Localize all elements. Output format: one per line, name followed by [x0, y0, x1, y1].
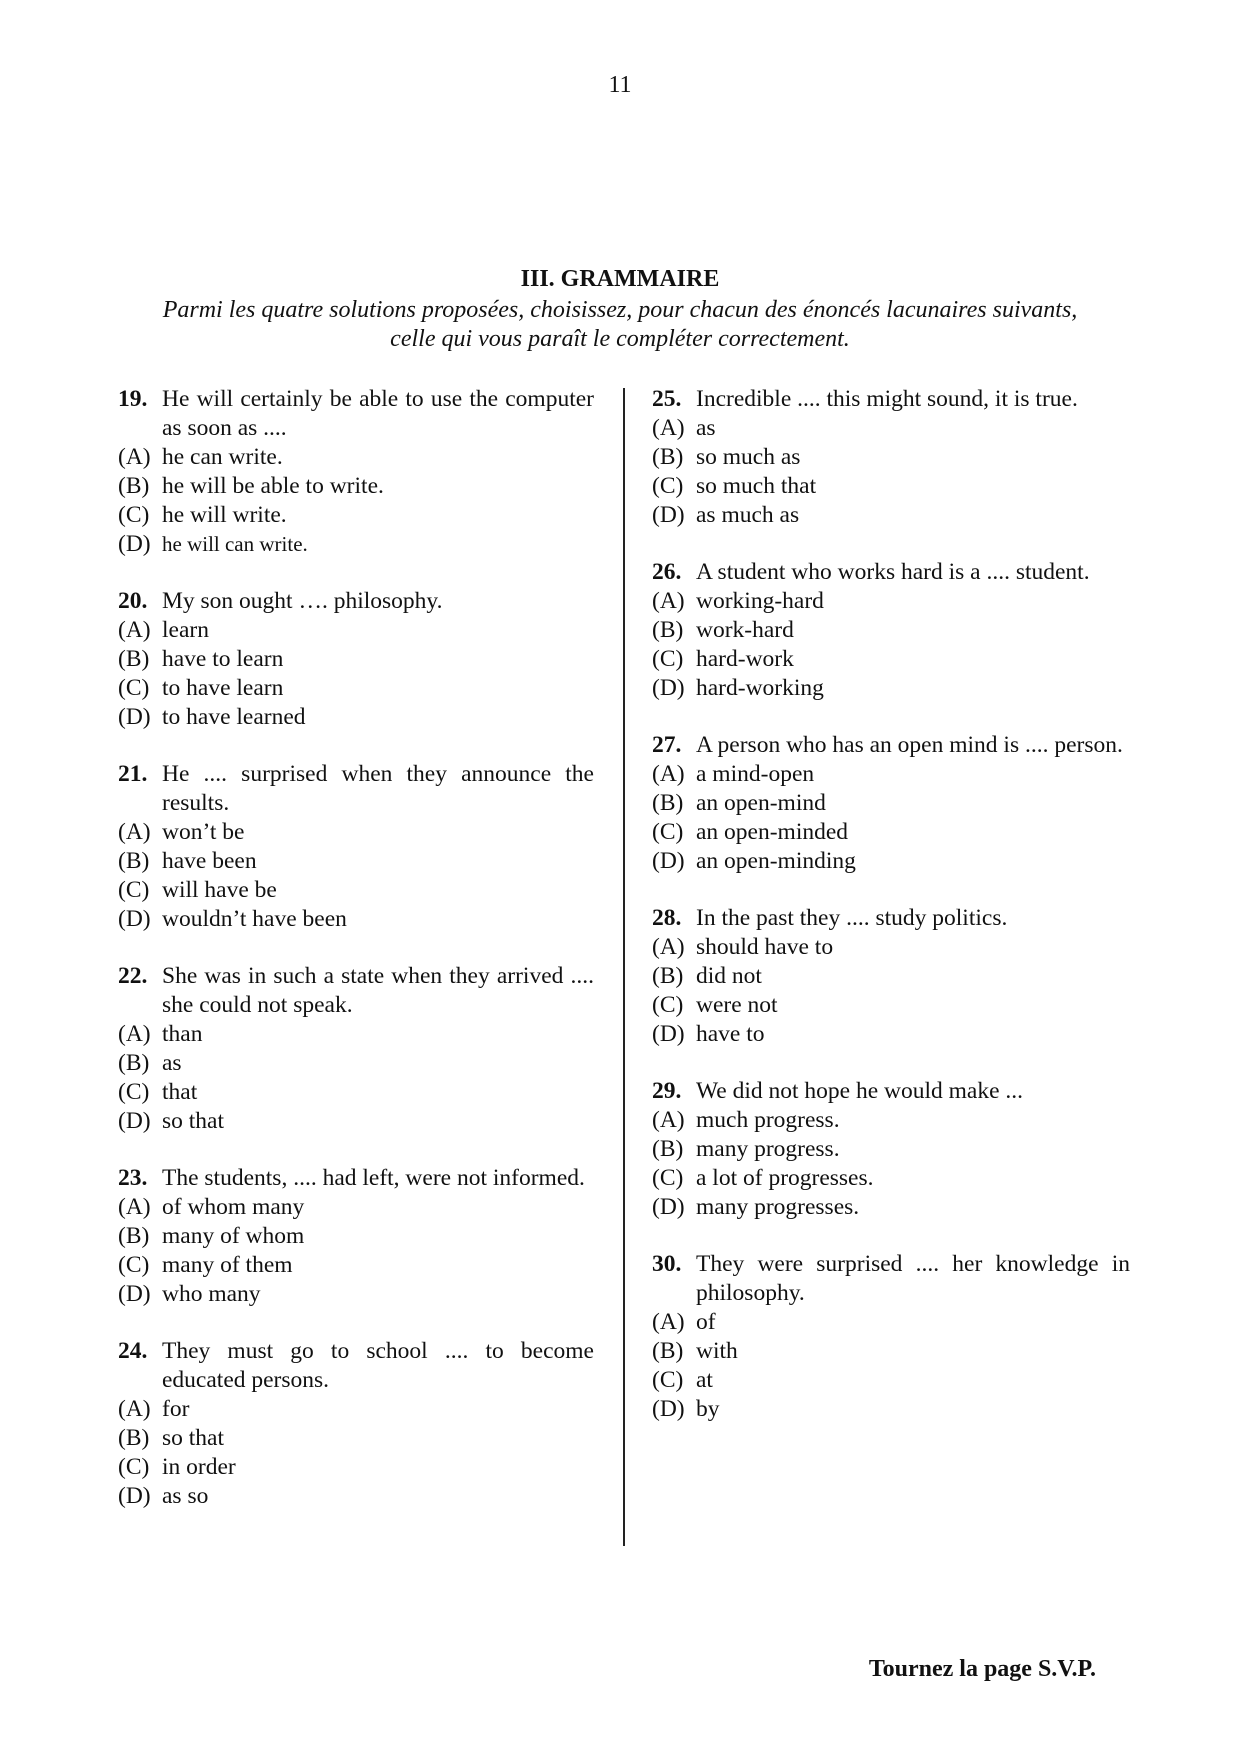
- question-27: [652, 731, 1130, 876]
- question-stem: [118, 760, 594, 818]
- option-text: wouldn’t have been: [162, 906, 347, 932]
- question-stem: [118, 962, 594, 1020]
- question-number: 27.: [652, 732, 682, 758]
- question-stem: [118, 1337, 594, 1395]
- option-text: many of them: [162, 1252, 293, 1278]
- option-label: (C): [652, 473, 684, 499]
- option-label: (A): [652, 1309, 685, 1335]
- column-divider: [623, 388, 625, 1546]
- option-c[interactable]: [118, 1251, 594, 1280]
- option-d[interactable]: [118, 1107, 594, 1136]
- question-26: [652, 558, 1130, 703]
- option-text: have to: [696, 1021, 765, 1047]
- option-c[interactable]: [118, 501, 594, 530]
- section-title: III. GRAMMAIRE: [520, 266, 720, 292]
- option-text: so much as: [696, 444, 801, 470]
- option-label: (B): [118, 1050, 150, 1076]
- instructions-line-1: Parmi les quatre solutions proposées, choisissez, pour chacun des énoncés lacunaires suivants,: [162, 297, 1078, 323]
- option-label: (D): [652, 848, 685, 874]
- option-text: of: [696, 1309, 716, 1335]
- question-text: A student who works hard is a .... student.: [696, 559, 1090, 585]
- question-stem: [118, 587, 594, 616]
- option-text: he can write.: [162, 444, 283, 470]
- option-label: (C): [652, 819, 684, 845]
- option-d[interactable]: [652, 1193, 1130, 1222]
- option-text: as: [162, 1050, 182, 1076]
- option-text: have to learn: [162, 646, 284, 672]
- option-label: (D): [652, 1021, 685, 1047]
- option-label: (A): [652, 934, 685, 960]
- option-b[interactable]: [652, 789, 1130, 818]
- option-text: learn: [162, 617, 209, 643]
- question-number: 19.: [118, 386, 148, 412]
- option-label: (B): [652, 1338, 684, 1364]
- option-a[interactable]: [118, 1020, 594, 1049]
- question-text: We did not hope he would make ...: [696, 1078, 1024, 1104]
- option-b[interactable]: [118, 645, 594, 674]
- question-22: [118, 962, 594, 1136]
- option-label: (A): [652, 415, 685, 441]
- question-number: 22.: [118, 963, 148, 989]
- option-label: (B): [652, 963, 684, 989]
- option-label: (A): [118, 617, 151, 643]
- option-label: (B): [118, 473, 150, 499]
- question-stem: [652, 1077, 1130, 1106]
- option-label: (D): [118, 1281, 151, 1307]
- option-label: (A): [118, 819, 151, 845]
- question-text: My son ought …. philosophy.: [162, 588, 443, 614]
- option-text: with: [696, 1338, 738, 1364]
- option-text: so that: [162, 1425, 225, 1451]
- option-text: as: [696, 415, 716, 441]
- option-text: many progress.: [696, 1136, 840, 1162]
- option-label: (B): [118, 1223, 150, 1249]
- option-text: work-hard: [696, 617, 794, 643]
- option-c[interactable]: [652, 1366, 1130, 1395]
- option-b[interactable]: [652, 962, 1130, 991]
- question-text: They must go to school .... to become educated persons.: [162, 1338, 594, 1393]
- option-label: (C): [118, 675, 150, 701]
- instructions: [120, 296, 1120, 354]
- question-number: 26.: [652, 559, 682, 585]
- question-text: He will certainly be able to use the computer as soon as ....: [162, 386, 594, 441]
- option-text: should have to: [696, 934, 834, 960]
- question-number: 29.: [652, 1078, 682, 1104]
- option-label: (A): [118, 1021, 151, 1047]
- option-text: an open-minding: [696, 848, 856, 874]
- option-label: (D): [118, 531, 151, 557]
- question-number: 20.: [118, 588, 148, 614]
- option-d[interactable]: [118, 1482, 594, 1511]
- question-text: Incredible .... this might sound, it is true.: [696, 386, 1078, 412]
- option-text: than: [162, 1021, 203, 1047]
- option-a[interactable]: [118, 818, 594, 847]
- option-label: (A): [652, 1107, 685, 1133]
- question-number: 24.: [118, 1338, 148, 1364]
- option-text: to have learn: [162, 675, 284, 701]
- question-text: They were surprised .... her knowledge in philosophy.: [696, 1251, 1130, 1306]
- option-d[interactable]: [118, 1280, 594, 1309]
- question-23: [118, 1164, 594, 1309]
- page-number: 11: [608, 72, 632, 98]
- option-label: (C): [652, 992, 684, 1018]
- option-label: (D): [652, 502, 685, 528]
- option-text: much progress.: [696, 1107, 840, 1133]
- question-text: The students, .... had left, were not informed.: [162, 1165, 585, 1191]
- option-d[interactable]: [652, 1395, 1130, 1424]
- option-text: so that: [162, 1108, 225, 1134]
- option-label: (C): [118, 1079, 150, 1105]
- option-a[interactable]: [652, 760, 1130, 789]
- option-b[interactable]: [652, 616, 1130, 645]
- option-text: working-hard: [696, 588, 824, 614]
- question-text: In the past they .... study politics.: [696, 905, 1008, 931]
- option-text: an open-mind: [696, 790, 826, 816]
- option-text: have been: [162, 848, 257, 874]
- option-text: at: [696, 1367, 713, 1393]
- option-label: (B): [118, 1425, 150, 1451]
- option-label: (C): [652, 1367, 684, 1393]
- option-a[interactable]: [652, 587, 1130, 616]
- question-28: [652, 904, 1130, 1049]
- question-number: 23.: [118, 1165, 148, 1191]
- option-b[interactable]: [652, 1337, 1130, 1366]
- option-text: who many: [162, 1281, 261, 1307]
- option-c[interactable]: [652, 645, 1130, 674]
- question-stem: [652, 1250, 1130, 1308]
- option-label: (A): [118, 444, 151, 470]
- option-b[interactable]: [118, 1424, 594, 1453]
- option-label: (A): [118, 1396, 151, 1422]
- question-29: [652, 1077, 1130, 1222]
- option-text: won’t be: [162, 819, 245, 845]
- option-label: (D): [118, 1108, 151, 1134]
- option-d[interactable]: [652, 674, 1130, 703]
- instructions-line-2: celle qui vous paraît le compléter correctement.: [390, 326, 850, 352]
- option-label: (A): [652, 761, 685, 787]
- option-label: (B): [652, 444, 684, 470]
- option-text: in order: [162, 1454, 236, 1480]
- option-label: (D): [118, 906, 151, 932]
- option-c[interactable]: [118, 1453, 594, 1482]
- option-text: an open-minded: [696, 819, 849, 845]
- option-d[interactable]: [652, 501, 1130, 530]
- question-stem: [118, 385, 594, 443]
- option-label: (C): [118, 502, 150, 528]
- option-text: hard-work: [696, 646, 794, 672]
- option-text: will have be: [162, 877, 277, 903]
- option-c[interactable]: [118, 1078, 594, 1107]
- option-c[interactable]: [652, 818, 1130, 847]
- option-text: for: [162, 1396, 190, 1422]
- option-label: (D): [652, 1194, 685, 1220]
- option-a[interactable]: [652, 1308, 1130, 1337]
- option-d[interactable]: [118, 530, 594, 559]
- option-c[interactable]: [118, 674, 594, 703]
- option-label: (D): [652, 675, 685, 701]
- option-label: (B): [118, 646, 150, 672]
- option-b[interactable]: [118, 1222, 594, 1251]
- question-number: 28.: [652, 905, 682, 931]
- question-stem: [652, 904, 1130, 933]
- option-c[interactable]: [118, 876, 594, 905]
- left-column: [118, 385, 594, 1539]
- option-label: (C): [652, 646, 684, 672]
- option-text: a lot of progresses.: [696, 1165, 874, 1191]
- option-a[interactable]: [118, 1193, 594, 1222]
- option-d[interactable]: [118, 703, 594, 732]
- question-stem: [652, 558, 1130, 587]
- question-text: She was in such a state when they arrived .... she could not speak.: [162, 963, 594, 1018]
- question-25: [652, 385, 1130, 530]
- right-column: [652, 385, 1130, 1452]
- option-text: a mind-open: [696, 761, 815, 787]
- option-label: (B): [118, 848, 150, 874]
- option-label: (D): [118, 1483, 151, 1509]
- option-text: to have learned: [162, 704, 306, 730]
- option-label: (C): [652, 1165, 684, 1191]
- option-d[interactable]: [652, 847, 1130, 876]
- option-label: (B): [652, 617, 684, 643]
- option-text: hard-working: [696, 675, 824, 701]
- option-c[interactable]: [652, 991, 1130, 1020]
- option-a[interactable]: [652, 933, 1130, 962]
- option-label: (B): [652, 790, 684, 816]
- option-label: (C): [118, 877, 150, 903]
- option-label: (B): [652, 1136, 684, 1162]
- option-c[interactable]: [652, 472, 1130, 501]
- option-b[interactable]: [652, 443, 1130, 472]
- option-text: as so: [162, 1483, 209, 1509]
- question-number: 21.: [118, 761, 148, 787]
- question-stem: [652, 385, 1130, 414]
- question-number: 25.: [652, 386, 682, 412]
- question-stem: [118, 1164, 594, 1193]
- option-text: many progresses.: [696, 1194, 860, 1220]
- option-label: (A): [118, 1194, 151, 1220]
- question-20: [118, 587, 594, 732]
- option-label: (C): [118, 1252, 150, 1278]
- option-c[interactable]: [652, 1164, 1130, 1193]
- option-text: many of whom: [162, 1223, 305, 1249]
- option-b[interactable]: [118, 472, 594, 501]
- option-text: of whom many: [162, 1194, 305, 1220]
- option-b[interactable]: [118, 1049, 594, 1078]
- option-text: so much that: [696, 473, 817, 499]
- question-24: [118, 1337, 594, 1511]
- question-text: He .... surprised when they announce the results.: [162, 761, 594, 816]
- question-30: [652, 1250, 1130, 1424]
- option-a[interactable]: [118, 616, 594, 645]
- option-a[interactable]: [118, 443, 594, 472]
- option-text: that: [162, 1079, 198, 1105]
- option-a[interactable]: [652, 414, 1130, 443]
- option-d[interactable]: [118, 905, 594, 934]
- footer-turn-page: Tournez la page S.V.P.: [868, 1656, 1096, 1682]
- question-21: [118, 760, 594, 934]
- option-text: were not: [696, 992, 778, 1018]
- option-text: he will write.: [162, 502, 287, 528]
- option-text: as much as: [696, 502, 800, 528]
- option-label: (D): [652, 1396, 685, 1422]
- question-19: [118, 385, 594, 559]
- option-text: he will can write.: [162, 532, 308, 556]
- option-a[interactable]: [118, 1395, 594, 1424]
- option-b[interactable]: [118, 847, 594, 876]
- option-label: (D): [118, 704, 151, 730]
- option-text: he will be able to write.: [162, 473, 384, 499]
- question-number: 30.: [652, 1251, 682, 1277]
- option-label: (C): [118, 1454, 150, 1480]
- option-text: did not: [696, 963, 762, 989]
- question-text: A person who has an open mind is .... person.: [696, 732, 1123, 758]
- option-b[interactable]: [652, 1135, 1130, 1164]
- option-text: by: [696, 1396, 720, 1422]
- question-stem: [652, 731, 1130, 760]
- option-d[interactable]: [652, 1020, 1130, 1049]
- option-a[interactable]: [652, 1106, 1130, 1135]
- option-label: (A): [652, 588, 685, 614]
